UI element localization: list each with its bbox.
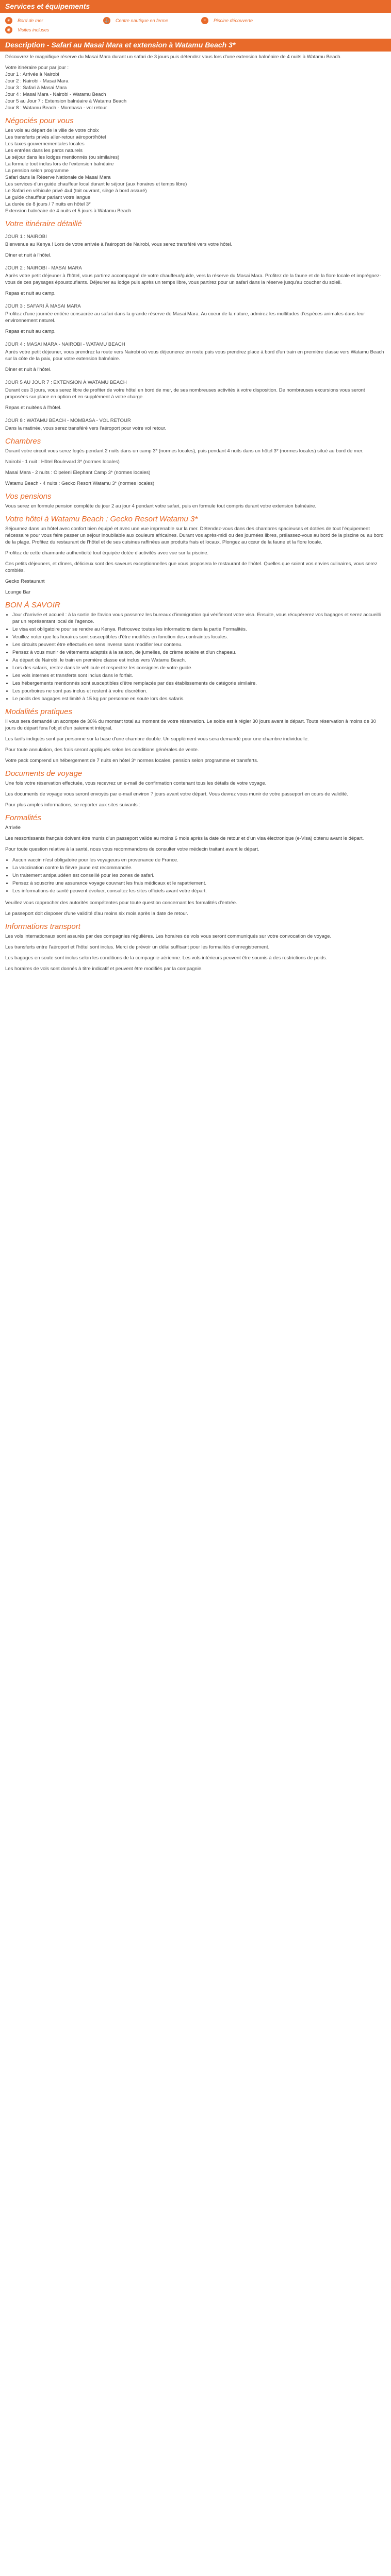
lounge-bar-label: Lounge Bar [5, 589, 31, 595]
info-item: • Veuillez noter que les horaires sont susceptibles d'être modifiés en fonction des contraintes locales. [12, 634, 386, 640]
formalities-text: Les ressortissants français doivent être munis d'un passeport valide au moins 6 mois après la date de retour et d'un visa électronique (e-Visa) obtenu avant le départ. [5, 836, 364, 841]
hotel-text: Séjournez dans un hôtel avec confort bien équipé et avec une vue imprenable sur la mer. Détendez-vous dans des chambres spacieuses et dotées de tout l'équipement nécessaire pour vous faire passer un séjour inoubliable aux couleurs africaines. Durant vos après-midi ou des journées libres, prélassez-vous au bord de la piscine ou au bord de la plage. Profitez du restaurant de l'hôtel et de ses cuisines raffinées aux produits frais et locaux. Plongez au cœur de la faune et la flore locale. [5, 526, 384, 545]
point-item: Les vols au départ de la ville de votre choix [5, 128, 99, 133]
transport-text: Les transferts entre l'aéroport et l'hôtel sont inclus. Merci de prévoir un délai suffisant pour les formalités d'enregistrement. [5, 944, 270, 950]
formalities-text: Veuillez vous rapprocher des autorités compétentes pour toute question concernant les formalités d'entrée. [5, 900, 237, 906]
points-list [5, 127, 386, 214]
program-title: Votre itinéraire pour par jour : [5, 65, 69, 71]
transport-text: Les horaires de vols sont donnés à titre indicatif et peuvent être modifiés par la compagnie. [5, 966, 203, 972]
formalities-item: • Pensez à souscrire une assurance voyage couvrant les frais médicaux et le rapatriement. [12, 880, 386, 887]
transport-text: Les bagages en soute sont inclus selon les conditions de la compagnie aérienne. Les vols intérieurs peuvent être soumis à des restrictions de poids. [5, 955, 328, 961]
hotel-extra2: Ces petits déjeuners, et dîners, délicieux sont des saveurs exceptionnelles que vous proposera le restaurant de l'hôtel. Quelles que soient vos envies culinaires, vous serez comblés. [5, 561, 378, 573]
docs-title: Documents de voyage [5, 769, 83, 778]
nautical-icon: ⚓ [103, 17, 110, 24]
info-item: • Les circuits peuvent être effectués en sens inverse sans modifier leur contenu. [12, 641, 386, 648]
program-list [5, 64, 386, 111]
program-item: Jour 5 au Jour 7 : Extension balnéaire à Watamu Beach [5, 98, 127, 104]
info-item: • Pensez à vous munir de vêtements adaptés à la saison, de jumelles, de crème solaire et d'un chapeau. [12, 649, 386, 656]
point-item: Le Safari en véhicule privé 4x4 (toit ouvrant, siège à bord assuré) [5, 188, 147, 194]
rooms-title: Chambres [5, 437, 41, 446]
info-item: • Les pourboires ne sont pas inclus et restent à votre discrétion. [12, 688, 386, 694]
day-meals: Repas et nuitées à l'hôtel. [5, 405, 62, 411]
transport-title: Informations transport [5, 922, 80, 931]
day-text: Dans la matinée, vous serez transféré vers l'aéroport pour votre vol retour. [5, 426, 167, 431]
description-title: Description - Safari au Masai Mara et extension à Watamu Beach 3* [0, 39, 391, 52]
point-item: Le guide chauffeur parlant votre langue [5, 195, 91, 200]
formalities-text: Pour toute question relative à la santé, nous vous recommandons de consulter votre médecin traitant avant le départ. [5, 846, 259, 852]
point-item: La durée de 8 jours / 7 nuits en hôtel 3* [5, 201, 91, 207]
day-text: Durant ces 3 jours, vous serez libre de profiter de votre hôtel en bord de mer, de ses nombreuses activités à votre disposition. De nombreuses excursions vous seront proposées sur place en option et en supplément à votre charge. [5, 387, 365, 400]
day-meals: Dîner et nuit à l'hôtel. [5, 367, 52, 372]
formalities-title: Formalités [5, 814, 42, 822]
service-item [5, 16, 103, 25]
services-list [0, 13, 391, 39]
pensions-text: Vous serez en formule pension complète du jour 2 au jour 4 pendant votre safari, puis en formule tout compris durant votre extension balnéaire. [5, 503, 317, 509]
point-item: Safari dans la Réserve Nationale de Masai Mara [5, 175, 111, 180]
service-item [5, 25, 103, 35]
info-item: • Au départ de Nairobi, le train en première classe est inclus vers Watamu Beach. [12, 657, 386, 664]
description-intro: Découvrez le magnifique réserve du Masai Mara durant un safari de 3 jours puis détendez vous lors d'une extension balnéaire de 4 nuits à Watamu Beach. [5, 54, 342, 60]
formalities-item: • La vaccination contre la fièvre jaune est recommandée. [12, 865, 386, 871]
point-item: La formule tout inclus lors de l'extension balnéaire [5, 161, 114, 167]
point-item: Les transferts privés aller-retour aéroport/hôtel [5, 134, 106, 140]
info-list [5, 612, 386, 702]
docs-text: Une fois votre réservation effectuée, vous recevrez un e-mail de confirmation contenant tous les détails de votre voyage. [5, 781, 267, 786]
day-title: JOUR 4 : MASAI MARA - NAIROBI - WATAMU BEACH [5, 342, 125, 347]
rooms-intro: Durant votre circuit vous serez logés pendant 2 nuits dans un camp 3* (normes locales), puis pendant 4 nuits dans un hôtel 3* (normes locales) situé au bord de mer. [5, 448, 364, 454]
day-meals: Repas et nuit au camp. [5, 329, 56, 334]
itinerary-day [5, 265, 386, 297]
services-title: Services et équipements [0, 0, 391, 13]
main-content [0, 52, 391, 972]
service-item [201, 16, 299, 25]
hotel-extra: Profitez de cette charmante authenticité tout équipée dotée d'activités avec vue sur la piscine. [5, 550, 209, 556]
itinerary-day [5, 379, 386, 411]
payment-text: Les tarifs indiqués sont par personne sur la base d'une chambre double. Un supplément vous sera demandé pour une chambre individuelle. [5, 736, 309, 742]
point-item: Les services d'un guide chauffeur local durant le séjour (aux horaires et temps libre) [5, 181, 187, 187]
itinerary-title: Votre itinéraire détaillé [5, 219, 82, 228]
day-title: JOUR 5 AU JOUR 7 : EXTENSION À WATAMU BEACH [5, 380, 127, 385]
info-item: • Les hébergements mentionnés sont susceptibles d'être remplacés par des établissements de catégorie similaire. [12, 680, 386, 687]
day-title: JOUR 1 : NAIROBI [5, 234, 47, 240]
program-item: Jour 2 : Nairobi - Masai Mara [5, 78, 69, 84]
payment-text: Votre pack comprend un hébergement de 7 nuits en hôtel 3* normes locales, pension selon programme et transferts. [5, 758, 258, 764]
itinerary-day [5, 341, 386, 373]
room-item: Nairobi - 1 nuit : Hôtel Boulevard 3* (normes locales) [5, 459, 120, 465]
service-label: Centre nautique en ferme [116, 18, 169, 23]
pensions-title: Vos pensions [5, 492, 52, 501]
service-label: Bord de mer [18, 18, 43, 23]
hotel-title: Votre hôtel à Watamu Beach : Gecko Resort Watamu 3* [5, 515, 198, 523]
formalities-label: Arrivée [5, 825, 21, 831]
day-meals: Repas et nuit au camp. [5, 291, 56, 296]
day-title: JOUR 2 : NAIROBI - MASAI MARA [5, 265, 82, 271]
docs-text: Pour plus amples informations, se reporter aux sites suivants : [5, 802, 140, 808]
point-item: Le séjour dans les lodges mentionnés (ou similaires) [5, 155, 120, 160]
day-title: JOUR 3 : SAFARI À MASAI MARA [5, 303, 81, 309]
info-item: • Le visa est obligatoire pour se rendre au Kenya. Retrouvez toutes les informations dans la partie Formalités. [12, 626, 386, 633]
gecko-restaurant-label: Gecko Restaurant [5, 579, 45, 584]
day-title: JOUR 8 : WATAMU BEACH - MOMBASA - VOL RETOUR [5, 418, 131, 423]
payment-text: Il vous sera demandé un acompte de 30% du montant total au moment de votre réservation. Le solde est à régler 30 jours avant le départ. Toute réservation à moins de 30 jours du départ fera l'objet d'un paiement intégral. [5, 719, 377, 731]
day-text: Profitez d'une journée entière consacrée au safari dans la grande réserve de Masai Mara. Au coeur de la nature, admirez les multitudes d'espèces animales dans leur environnement naturel. [5, 311, 365, 324]
formalities-item: • Aucun vaccin n'est obligatoire pour les voyageurs en provenance de France. [12, 857, 386, 863]
camera-icon: ◉ [5, 26, 12, 33]
docs-text: Les documents de voyage vous seront envoyés par e-mail environ 7 jours avant votre départ. Vous devrez vous munir de votre passeport en cours de validité. [5, 791, 348, 797]
program-item: Jour 3 : Safari à Masai Mara [5, 85, 67, 91]
points-title: Négociés pour vous [5, 116, 74, 125]
day-text: Après votre petit déjeuner à l'hôtel, vous partirez accompagné de votre chauffeur/guide, vers la réserve du Masai Mara. Profitez de la faune et de la flore locale et imprégnez-vous de ces paysages époustouflants. Déjeuner au lodge puis après un temps libre, vous partirez pour un safari dans la réserve jusqu'au coucher du soleil. [5, 273, 381, 285]
info-item: • Les vols internes et transferts sont inclus dans le forfait. [12, 672, 386, 679]
service-label: Piscine découverte [214, 18, 253, 23]
itinerary-day [5, 417, 386, 432]
point-item: Extension balnéaire de 4 nuits et 5 jours à Watamu Beach [5, 208, 132, 214]
day-text: Après votre petit déjeuner, vous prendrez la route vers Nairobi où vous déjeunerez en route puis vous prendrez place à bord d'un train en première classe vers Watamu Beach sur la côte de la paix, pour votre extension balnéaire. [5, 349, 384, 362]
info-title: BON À SAVOIR [5, 601, 60, 609]
room-item: Masai Mara - 2 nuits : Olpeleni Elephant Camp 3* (normes locales) [5, 470, 151, 476]
program-item: Jour 8 : Watamu Beach - Mombasa - vol retour [5, 105, 107, 111]
point-item: Les taxes gouvernementales locales [5, 141, 85, 147]
payment-text: Pour toute annulation, des frais seront appliqués selon les conditions générales de vente. [5, 747, 199, 753]
day-meals: Dîner et nuit à l'hôtel. [5, 252, 52, 258]
day-text: Bienvenue au Kenya ! Lors de votre arrivée à l'aéroport de Nairobi, vous serez transféré vers votre hôtel. [5, 242, 233, 247]
formalities-text: Le passeport doit disposer d'une validité d'au moins six mois après la date de retour. [5, 911, 188, 917]
beach-icon: ☀ [5, 17, 12, 24]
service-item [103, 16, 201, 25]
program-item: Jour 4 : Masai Mara - Nairobi - Watamu Beach [5, 92, 106, 97]
formalities-list [5, 857, 386, 894]
program-item: Jour 1 : Arrivée à Nairobi [5, 72, 59, 77]
room-item: Watamu Beach - 4 nuits : Gecko Resort Watamu 3* (normes locales) [5, 481, 155, 486]
itinerary-day [5, 233, 386, 259]
point-item: La pension selon programme [5, 168, 69, 174]
info-item: • Le poids des bagages est limité à 15 kg par personne en soute lors des safaris. [12, 696, 386, 702]
formalities-item: • Un traitement antipaludéen est conseillé pour les zones de safari. [12, 872, 386, 879]
itinerary-day [5, 303, 386, 335]
info-item: • Lors des safaris, restez dans le véhicule et respectez les consignes de votre guide. [12, 665, 386, 671]
pool-icon: ≈ [201, 17, 208, 24]
info-item: • Jour d'arrivée et accueil : à la sortie de l'avion vous passerez les bureaux d'immigration qui vérifieront votre visa. Ensuite, vous récupérerez vos bagages et serez accueilli par un représentant local de l'agence. [12, 612, 386, 625]
payment-title: Modalités pratiques [5, 707, 73, 716]
transport-text: Les vols internationaux sont assurés par des compagnies régulières. Les horaires de vols vous seront communiqués sur votre convocation de voyage. [5, 934, 332, 939]
formalities-item: • Les informations de santé peuvent évoluer, consultez les sites officiels avant votre départ. [12, 888, 386, 894]
point-item: Les entrées dans les parcs naturels [5, 148, 83, 154]
service-label: Visites incluses [18, 27, 50, 32]
